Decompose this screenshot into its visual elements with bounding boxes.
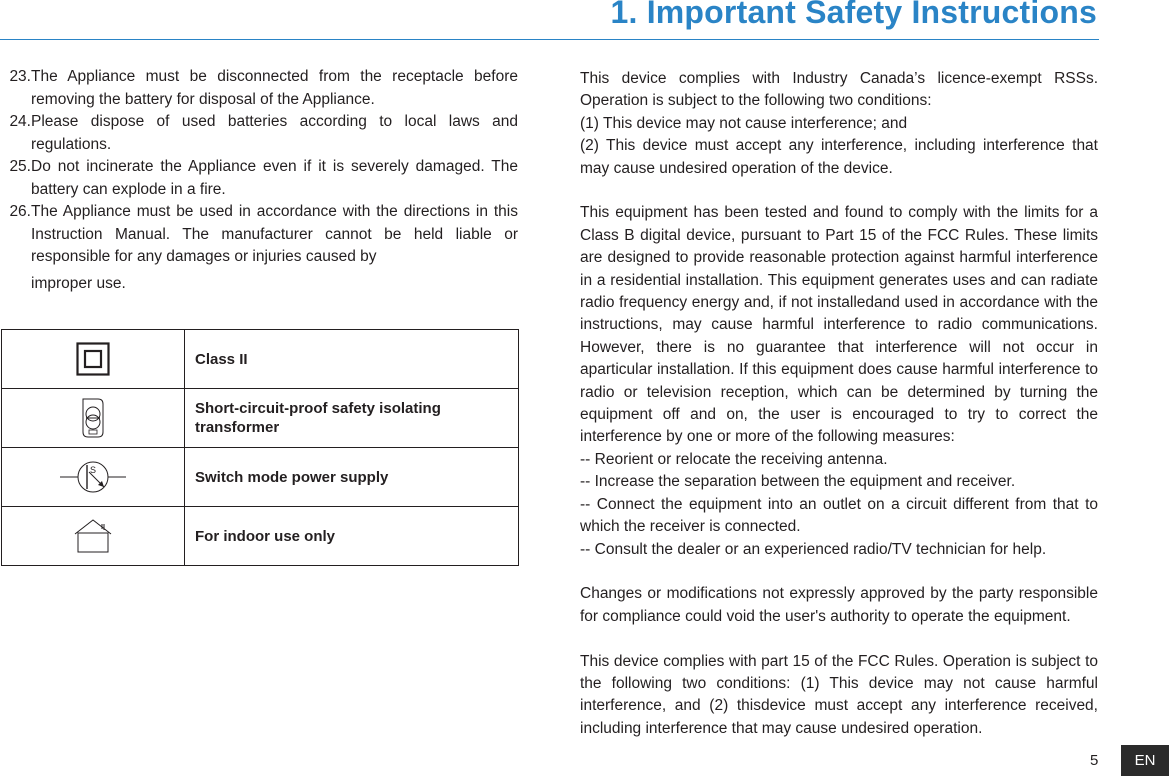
list-item: [0, 156, 518, 201]
list-item: [0, 111, 518, 156]
table-row: [2, 507, 519, 566]
symbol-label: For indoor use only: [185, 507, 519, 566]
list-item-number: 25.: [9, 158, 31, 175]
table-row: [2, 389, 519, 448]
title-divider: [0, 39, 1099, 40]
safety-list: [0, 66, 518, 298]
spacer: [580, 180, 1098, 202]
list-item-text: [31, 201, 518, 298]
ic-condition: (1) This device may not cause interference; and: [580, 114, 908, 132]
switch-mode-power-supply-icon: [60, 457, 126, 497]
switch-mode-letter: S: [90, 465, 97, 475]
ic-statement: This device complies with Industry Canada’s licence-exempt RSSs. Operation is subject to the following two conditions:: [580, 70, 1098, 110]
list-item-text-part: The Appliance must be used in accordance with the directions in this Instruction Manual. The manufacturer cannot be held liable or responsible for any damages or injuries caused by: [31, 203, 518, 265]
compliance-text: [580, 68, 1098, 740]
symbol-cell: [2, 448, 185, 507]
list-item-number: 23.: [9, 68, 31, 85]
list-item-text: The Appliance must be disconnected from the receptacle before removing the battery for disposal of the Appliance.: [31, 68, 518, 108]
symbol-label: Short-circuit-proof safety isolating transformer: [185, 389, 519, 448]
spacer: [580, 628, 1098, 650]
page-number: 5: [1090, 752, 1099, 769]
list-item-number: 24.: [9, 113, 31, 130]
list-item-text-part: improper use.: [31, 274, 126, 292]
symbol-cell: [2, 507, 185, 566]
symbol-cell: [2, 389, 185, 448]
list-item: [0, 66, 518, 111]
part15-statement: This device complies with part 15 of the FCC Rules. Operation is subject to the following two conditions: (1) This device may not cause harmful interference, and (2) thisdevice must accept any interference received, including interference that may cause undesired operation.: [580, 652, 1098, 737]
spacer: [580, 561, 1098, 583]
fcc-measure: -- Consult the dealer or an experienced radio/TV technician for help.: [580, 540, 1047, 558]
class-ii-icon: [76, 342, 110, 376]
ic-condition: (2) This device must accept any interference, including interference that may cause undesired operation of the device.: [580, 137, 1098, 177]
page-title: 1. Important Safety Instructions: [610, 0, 1097, 30]
list-item-number: 26.: [9, 203, 31, 220]
fcc-measure: -- Connect the equipment into an outlet on a circuit different from that to which the receiver is connected.: [580, 495, 1098, 536]
list-item: [0, 201, 518, 298]
list-item-text: Do not incinerate the Appliance even if it is severely damaged. The battery can explode in a fire.: [31, 158, 518, 198]
house-icon: [73, 518, 113, 554]
table-row: [2, 330, 519, 389]
fcc-statement: This equipment has been tested and found to comply with the limits for a Class B digital device, pursuant to Part 15 of the FCC Rules. These limits are designed to provide reasonable protection against harmful interference in a residential installation. This equipment generates uses and can radiate radio frequency energy and, if not installedand used in accordance with the instructions, may cause harmful interference to radio communications. However, there is no guarantee that interference will not occur in aparticular installation. If this equipment does cause harmful interference to radio or television reception, which can be determined by turning the equipment off and on, the user is encouraged to try to correct the interference by one or more of the following measures:: [580, 204, 1098, 446]
changes-warning: Changes or modifications not expressly approved by the party responsible for compliance could void the user's authority to operate the equipment.: [580, 585, 1098, 625]
language-badge: EN: [1121, 745, 1169, 776]
fcc-measure: -- Increase the separation between the equipment and receiver.: [580, 473, 1016, 491]
symbol-label: Class II: [185, 330, 519, 389]
symbols-table: [1, 329, 519, 566]
fcc-measure: -- Reorient or relocate the receiving antenna.: [580, 450, 888, 468]
symbol-cell: [2, 330, 185, 389]
list-item-text: Please dispose of used batteries according to local laws and regulations.: [31, 113, 518, 153]
isolating-transformer-icon: [80, 396, 106, 440]
symbol-label: Switch mode power supply: [185, 448, 519, 507]
table-row: [2, 448, 519, 507]
